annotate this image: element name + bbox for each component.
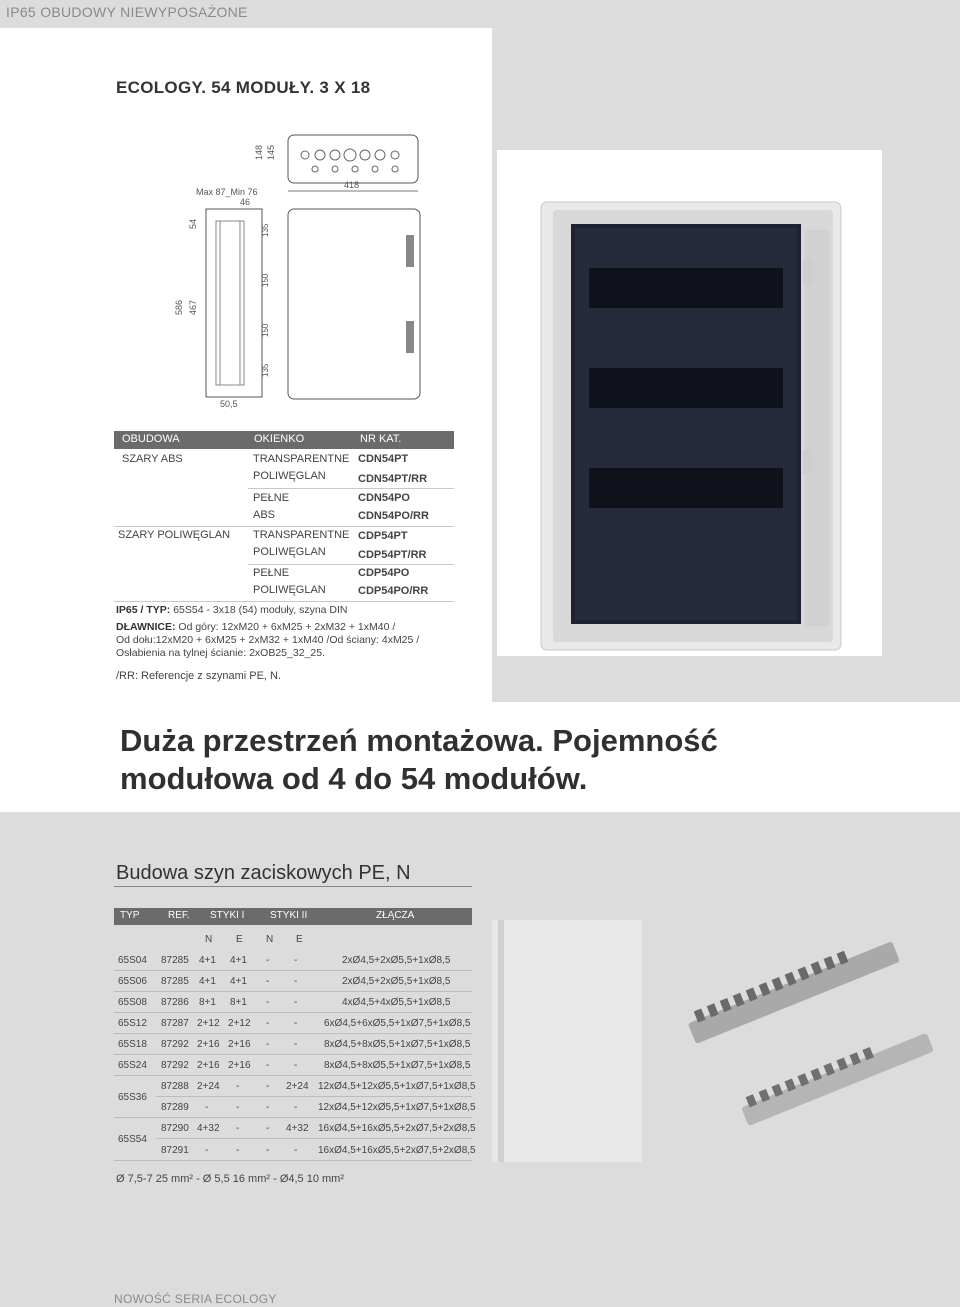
table-row-typ-merged: 65S54	[118, 1134, 147, 1145]
cell-catalog: CDP54PT/RR	[358, 549, 427, 561]
cell-catalog: CDN54PO/RR	[358, 510, 429, 522]
dim-row-4: 135	[261, 363, 270, 377]
row-divider	[248, 564, 454, 565]
table-row-e1: 4+1	[230, 955, 247, 966]
table-row-n2: -	[266, 955, 270, 966]
cell-catalog: CDN54PT/RR	[358, 473, 428, 485]
table-row-ref: 87285	[161, 976, 189, 987]
table-row-e2: 4+32	[286, 1123, 309, 1134]
table-row-ref: 87289	[161, 1102, 189, 1113]
spec-type-line	[116, 604, 486, 617]
spec-glands-line-3: Osłabienia na tylnej ścianie: 2xOB25_32_25.	[116, 647, 325, 659]
table-row-e1: 8+1	[230, 997, 247, 1008]
table-row-connections: 2xØ4,5+2xØ5,5+1xØ8,5	[342, 976, 451, 987]
table-row-n1: -	[205, 1102, 209, 1113]
dim-row-1: 135	[261, 223, 270, 237]
dim-row-3: 150	[261, 323, 270, 337]
table-row-typ: 65S18	[118, 1039, 147, 1050]
row-divider	[114, 970, 472, 971]
col-catalog: NR KAT.	[360, 433, 402, 445]
table-row-typ: 65S08	[118, 997, 147, 1008]
cell-window: PEŁNE	[253, 492, 290, 504]
table-row-e1: -	[236, 1081, 240, 1092]
table-row-ref: 87288	[161, 1081, 189, 1092]
table-row-n2: -	[266, 1102, 270, 1113]
dim-width: 418	[344, 180, 360, 190]
cell-window: POLIWĘGLAN	[253, 584, 326, 596]
rails-title: Budowa szyn zaciskowych PE, N	[116, 862, 411, 884]
cell-catalog: CDN54PO	[358, 492, 410, 504]
table-row-e1: 4+1	[230, 976, 247, 987]
table-row-typ: 65S12	[118, 1018, 147, 1029]
table-row-e1: -	[236, 1123, 240, 1134]
rails-table-header	[114, 908, 472, 925]
row-divider	[114, 1012, 472, 1013]
col-window: OKIENKO	[254, 433, 305, 445]
table-row-connections: 12xØ4,5+12xØ5,5+1xØ7,5+1xØ8,5	[318, 1081, 476, 1092]
col-ref: REF.	[168, 910, 190, 921]
table-row-ref: 87287	[161, 1018, 189, 1029]
table-row-n1: 2+12	[197, 1018, 220, 1029]
slogan-band	[0, 702, 960, 810]
col-typ: TYP	[120, 910, 140, 921]
spec-type-value: 65S54 - 3x18 (54) moduły, szyna DIN	[173, 604, 348, 616]
table-row-e2: -	[294, 1039, 298, 1050]
spec-glands-line-1	[116, 621, 486, 634]
cell-window: TRANSPARENTNE	[253, 529, 350, 541]
table-row-e2: 2+24	[286, 1081, 309, 1092]
table-row-connections: 16xØ4,5+16xØ5,5+2xØ7,5+2xØ8,5	[318, 1123, 476, 1134]
table-row-connections: 6xØ4,5+6xØ5,5+1xØ7,5+1xØ8,5	[324, 1018, 471, 1029]
table-row-n1: 8+1	[199, 997, 216, 1008]
table-row-connections: 8xØ4,5+8xØ5,5+1xØ7,5+1xØ8,5	[324, 1060, 471, 1071]
row-divider	[114, 1033, 472, 1034]
dim-50-5: 50,5	[220, 399, 238, 409]
dim-depth-range: Max 87_Min 76	[196, 187, 258, 197]
cell-window: PEŁNE	[253, 567, 290, 579]
sub-e1: E	[236, 934, 243, 945]
table-row-e2: -	[294, 955, 298, 966]
table-row-e1: -	[236, 1102, 240, 1113]
table-row-e1: 2+16	[228, 1039, 251, 1050]
table-row-n1: 2+16	[197, 1060, 220, 1071]
row-divider	[156, 1096, 472, 1097]
sub-n1: N	[205, 934, 213, 945]
table-row-ref: 87290	[161, 1123, 189, 1134]
table-row-n1: 2+16	[197, 1039, 220, 1050]
cell-catalog: CDP54PO/RR	[358, 585, 429, 597]
table-row-n2: -	[266, 1123, 270, 1134]
table-row-typ: 65S04	[118, 955, 147, 966]
dim-row-2: 150	[261, 273, 270, 287]
table-row-e2: -	[294, 1018, 298, 1029]
table-row-e2: -	[294, 997, 298, 1008]
cell-housing: SZARY POLIWĘGLAN	[118, 529, 231, 541]
dim-54: 54	[188, 218, 198, 229]
enclosure-photo	[497, 150, 882, 656]
dim-depth-b: 145	[266, 144, 276, 160]
cell-catalog: CDP54PT	[358, 530, 408, 542]
table-row-n2: -	[266, 1018, 270, 1029]
rails-footnote: Ø 7,5-7 25 mm² - Ø 5,5 16 mm² - Ø4,5 10 mm²	[116, 1173, 344, 1185]
slogan-line-1: Duża przestrzeń montażowa. Pojemność	[120, 723, 718, 758]
col-contacts-2: STYKI II	[270, 910, 308, 921]
rr-note: /RR: Referencje z szynami PE, N.	[116, 670, 282, 682]
table-row-n2: -	[266, 1081, 270, 1092]
dim-46: 46	[240, 197, 251, 207]
table-row-connections: 4xØ4,5+4xØ5,5+1xØ8,5	[342, 997, 451, 1008]
table-row-e2: -	[294, 1060, 298, 1071]
cell-catalog: CDP54PO	[358, 567, 410, 579]
table-row-ref: 87292	[161, 1060, 189, 1071]
footer-text: NOWOŚĆ SERIA ECOLOGY	[114, 1292, 277, 1306]
spec-glands-line-2: Od dołu:12xM20 + 6xM25 + 2xM32 + 1xM40 /Od ściany: 4xM25 /	[116, 634, 420, 646]
table-row-connections: 2xØ4,5+2xØ5,5+1xØ8,5	[342, 955, 451, 966]
dim-height: 586	[174, 299, 184, 315]
table-row-n1: -	[205, 1145, 209, 1156]
cell-window: POLIWĘGLAN	[253, 470, 326, 482]
cell-catalog: CDN54PT	[358, 453, 409, 465]
row-divider	[114, 1160, 472, 1161]
dim-inner-height: 467	[188, 299, 198, 315]
table-row-n2: -	[266, 1060, 270, 1071]
col-contacts-1: STYKI I	[210, 910, 245, 921]
slogan-text	[120, 722, 718, 798]
table-row-connections: 12xØ4,5+12xØ5,5+1xØ7,5+1xØ8,5	[318, 1102, 476, 1113]
table-row-n1: 4+32	[197, 1123, 220, 1134]
row-divider	[248, 488, 454, 489]
cell-window: ABS	[253, 509, 276, 521]
table-row-e1: -	[236, 1145, 240, 1156]
table-row-n1: 4+1	[199, 976, 216, 987]
table-row-ref: 87291	[161, 1145, 189, 1156]
table-row-e1: 2+16	[228, 1060, 251, 1071]
rails-title-rule	[114, 886, 472, 887]
row-divider	[114, 1054, 472, 1055]
cell-window: POLIWĘGLAN	[253, 546, 326, 558]
row-divider	[114, 601, 454, 602]
row-divider	[114, 1117, 472, 1118]
spec-glands-label: DŁAWNICE:	[116, 621, 176, 633]
row-divider	[114, 991, 472, 992]
spec-type-label: IP65 / TYP:	[116, 604, 171, 616]
cell-housing: SZARY ABS	[122, 453, 183, 465]
table-row-e2: -	[294, 976, 298, 987]
sub-e2: E	[296, 934, 303, 945]
product-title: ECOLOGY. 54 MODUŁY. 3 X 18	[116, 78, 371, 97]
table-row-connections: 8xØ4,5+8xØ5,5+1xØ7,5+1xØ8,5	[324, 1039, 471, 1050]
top-header-bar	[0, 0, 960, 28]
table-row-ref: 87292	[161, 1039, 189, 1050]
table-row-connections: 16xØ4,5+16xØ5,5+2xØ7,5+2xØ8,5	[318, 1145, 476, 1156]
table-row-n2: -	[266, 997, 270, 1008]
dimension-drawing	[160, 125, 450, 425]
sub-n2: N	[266, 934, 274, 945]
table-row-n1: 4+1	[199, 955, 216, 966]
table-row-ref: 87285	[161, 955, 189, 966]
row-divider	[114, 526, 454, 527]
table-row-typ: 65S24	[118, 1060, 147, 1071]
cell-window: TRANSPARENTNE	[253, 453, 350, 465]
table-row-n2: -	[266, 1145, 270, 1156]
specifications	[116, 604, 486, 660]
terminal-rail-photo	[492, 920, 960, 1162]
variants-table-header	[114, 431, 454, 449]
table-row-typ-merged: 65S36	[118, 1092, 147, 1103]
row-divider	[156, 1138, 472, 1139]
table-row-e2: -	[294, 1145, 298, 1156]
dim-depth-a: 148	[254, 144, 264, 160]
col-connections: ZŁĄCZA	[376, 910, 415, 921]
table-row-n1: 2+24	[197, 1081, 220, 1092]
col-housing: OBUDOWA	[122, 433, 180, 445]
slogan-line-2: modułowa od 4 do 54 modułów.	[120, 761, 588, 796]
spec-glands-text-1: Od góry: 12xM20 + 6xM25 + 2xM32 + 1xM40 /	[178, 621, 396, 633]
table-row-typ: 65S06	[118, 976, 147, 987]
table-row-n2: -	[266, 976, 270, 987]
header-title: IP65 OBUDOWY NIEWYPOSAŻONE	[6, 4, 248, 20]
row-divider	[114, 1075, 472, 1076]
table-row-e2: -	[294, 1102, 298, 1113]
table-row-ref: 87286	[161, 997, 189, 1008]
table-row-e1: 2+12	[228, 1018, 251, 1029]
table-row-n2: -	[266, 1039, 270, 1050]
